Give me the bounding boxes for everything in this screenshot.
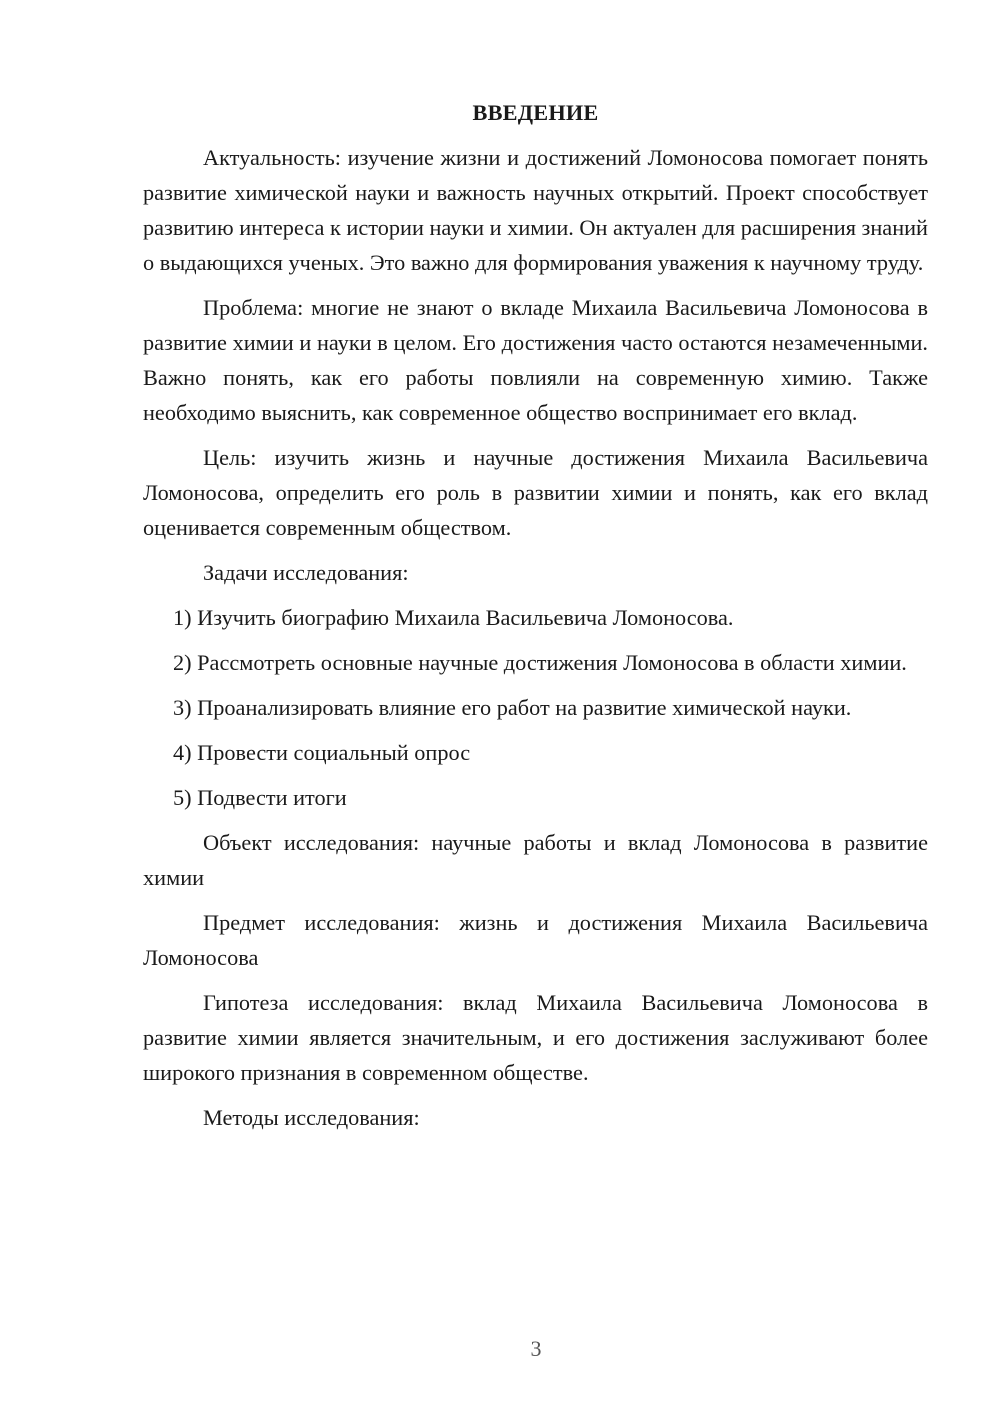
task-item-5: 5) Подвести итоги	[173, 785, 347, 810]
methods-heading: Методы исследования:	[203, 1105, 420, 1130]
task-item-4: 4) Провести социальный опрос	[173, 740, 471, 765]
page-title: ВВЕДЕНИЕ	[472, 100, 599, 125]
paragraph-relevance: Актуальность: изучение жизни и достижений Ломоносова помогает понять развитие химической науки и важность научных открытий. Проект способствует развитию интереса к истории науки и химии. Он актуален для расширения знаний о выдающихся ученых. Это важно для формирования уважения к научному труду.	[143, 145, 928, 275]
task-item-3: 3) Проанализировать влияние его работ на развитие химической науки.	[173, 695, 852, 720]
paragraph-subject: Предмет исследования: жизнь и достижения Михаила Васильевича Ломоносова	[143, 910, 928, 970]
paragraph-hypothesis: Гипотеза исследования: вклад Михаила Васильевича Ломоносова в развитие химии является значительным, и его достижения заслуживают более широкого признания в современном обществе.	[143, 990, 928, 1085]
paragraph-object: Объект исследования: научные работы и вклад Ломоносова в развитие химии	[143, 830, 928, 890]
task-item-1: 1) Изучить биографию Михаила Васильевича Ломоносова.	[173, 605, 734, 630]
page-content	[143, 95, 928, 1145]
paragraph-problem: Проблема: многие не знают о вкладе Михаила Васильевича Ломоносова в развитие химии и науки в целом. Его достижения часто остаются незамеченными. Важно понять, как его работы повлияли на современную химию. Также необходимо выяснить, как современное общество воспринимает его вклад.	[143, 295, 928, 425]
task-item-2: 2) Рассмотреть основные научные достижения Ломоносова в области химии.	[173, 650, 907, 675]
page-number: 3	[530, 1336, 542, 1361]
paragraph-goal: Цель: изучить жизнь и научные достижения Михаила Васильевича Ломоносова, определить его роль в развитии химии и понять, как его вклад оценивается современным обществом.	[143, 445, 928, 540]
tasks-heading: Задачи исследования:	[203, 560, 409, 585]
